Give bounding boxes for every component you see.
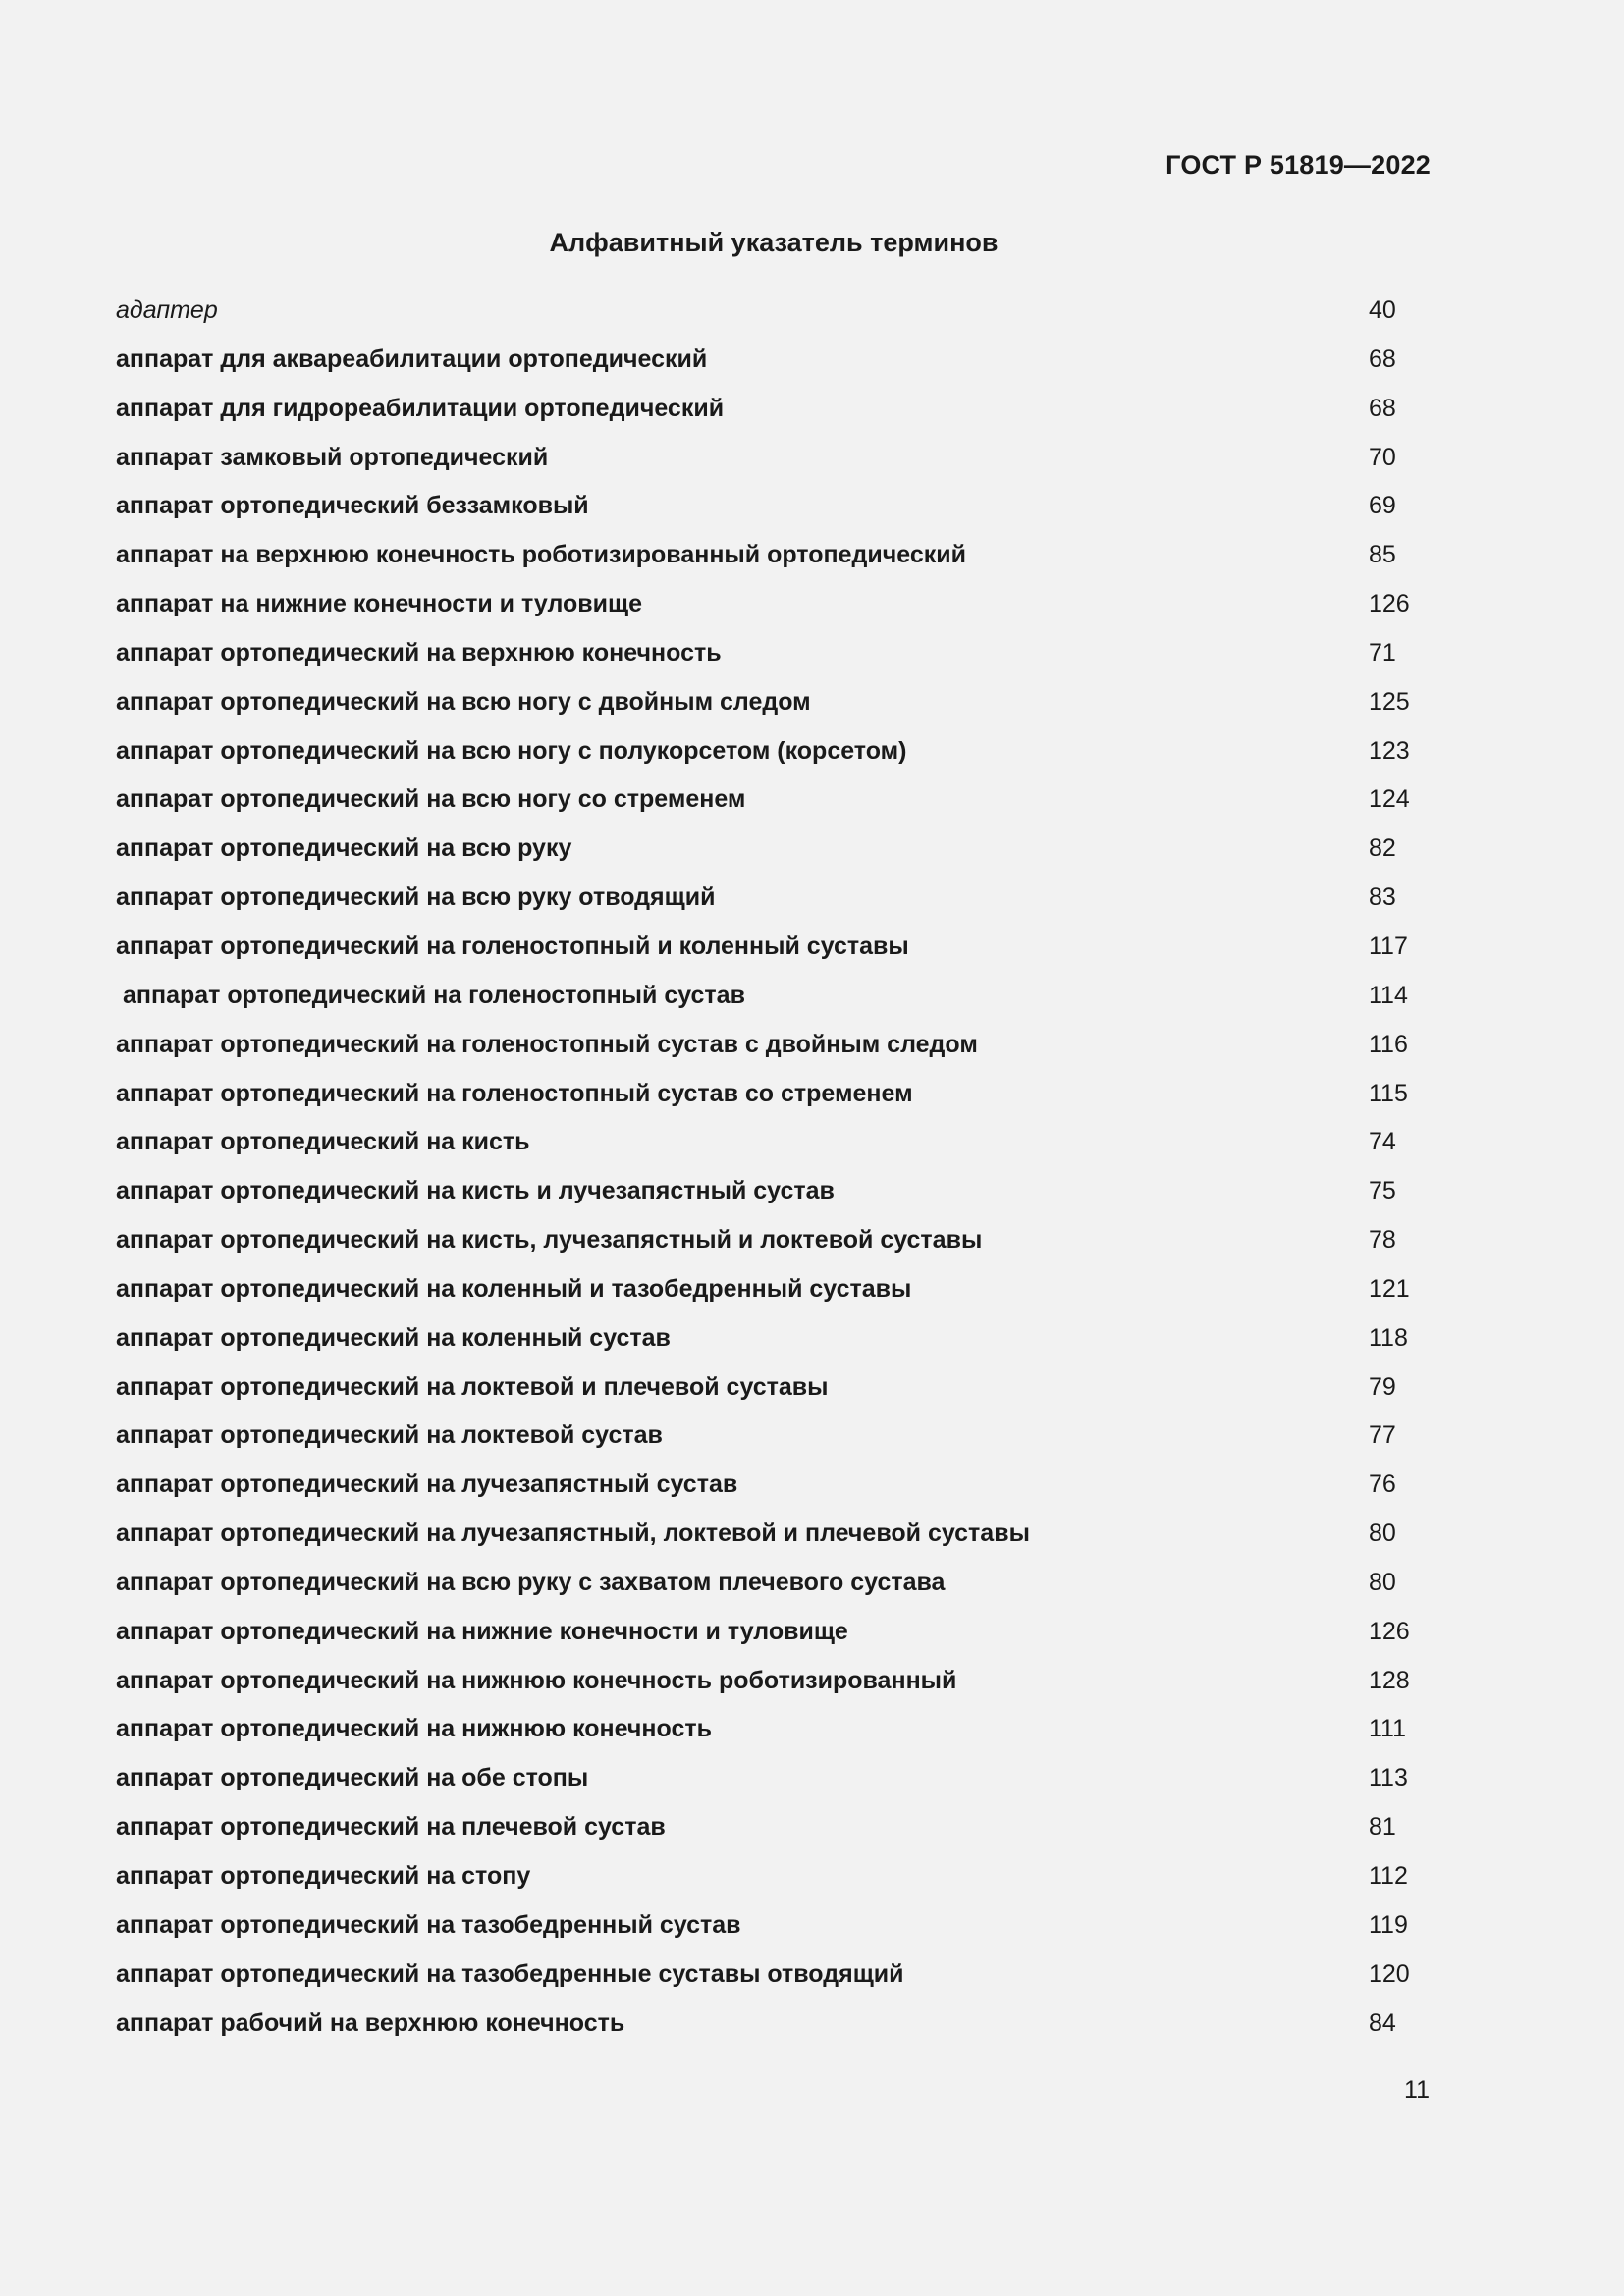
- index-page-ref: 119: [1369, 1910, 1408, 1939]
- index-entry: [116, 1171, 1432, 1220]
- index-entry: [116, 927, 1432, 976]
- index-entry: [116, 535, 1432, 584]
- index-page-ref: 75: [1369, 1177, 1396, 1205]
- index-entry: [116, 2003, 1432, 2053]
- index-page-ref: 82: [1369, 834, 1396, 863]
- index-term: аппарат ортопедический на голеностопный сустав: [123, 981, 745, 1009]
- index-term: аппарат ортопедический на тазобедренный сустав: [116, 1910, 741, 1939]
- index-page-ref: 124: [1369, 785, 1410, 814]
- index-page-ref: 118: [1369, 1323, 1408, 1352]
- term-index-list: [116, 291, 1432, 2052]
- index-page-ref: 114: [1369, 981, 1408, 1009]
- index-page-ref: 80: [1369, 1568, 1396, 1596]
- index-entry: [116, 1954, 1432, 2003]
- index-entry: [116, 291, 1432, 340]
- index-term: аппарат ортопедический на обе стопы: [116, 1764, 589, 1792]
- index-entry: [116, 1905, 1432, 1954]
- index-entry: [116, 1661, 1432, 1710]
- index-page-ref: 128: [1369, 1666, 1410, 1694]
- index-page-ref: 74: [1369, 1128, 1396, 1156]
- index-term: аппарат ортопедический на голеностопный сустав с двойным следом: [116, 1030, 978, 1058]
- index-term: аппарат ортопедический на коленный сустав: [116, 1323, 671, 1352]
- index-page-ref: 117: [1369, 932, 1408, 960]
- index-page-ref: 111: [1369, 1715, 1407, 1743]
- index-page-ref: 123: [1369, 736, 1410, 765]
- document-code: ГОСТ Р 51819—2022: [1165, 150, 1431, 180]
- index-term: аппарат ортопедический на кисть, лучезапястный и локтевой суставы: [116, 1226, 983, 1255]
- index-term: аппарат ортопедический на всю ногу с полукорсетом (корсетом): [116, 736, 907, 765]
- index-term: аппарат ортопедический на всю ногу со стременем: [116, 785, 746, 814]
- index-entry: [116, 1367, 1432, 1416]
- index-term: аппарат для аквареабилитации ортопедический: [116, 345, 708, 373]
- index-page-ref: 78: [1369, 1226, 1396, 1255]
- index-term: аппарат ортопедический на кисть: [116, 1128, 530, 1156]
- index-term: аппарат рабочий на верхнюю конечность: [116, 2008, 625, 2037]
- page-title: Алфавитный указатель терминов: [549, 228, 999, 257]
- index-page-ref: 80: [1369, 1520, 1396, 1548]
- index-term: аппарат ортопедический на кисть и лучезапястный сустав: [116, 1177, 835, 1205]
- index-entry: [116, 976, 1432, 1025]
- index-term: аппарат ортопедический на верхнюю конечность: [116, 638, 722, 667]
- index-term: аппарат ортопедический на всю ногу с двойным следом: [116, 687, 811, 716]
- index-entry: [116, 1709, 1432, 1758]
- index-term: аппарат ортопедический на локтевой сустав: [116, 1421, 663, 1450]
- index-term: аппарат ортопедический на стопу: [116, 1862, 531, 1890]
- index-term: аппарат ортопедический на всю руку отводящий: [116, 883, 716, 912]
- index-term: аппарат ортопедический на локтевой и плечевой суставы: [116, 1372, 829, 1401]
- index-term: аппарат ортопедический на нижнюю конечность роботизированный: [116, 1666, 957, 1694]
- index-term: аппарат ортопедический на лучезапястный сустав: [116, 1470, 738, 1499]
- index-page-ref: 120: [1369, 1959, 1410, 1988]
- index-entry: [116, 1074, 1432, 1123]
- index-page-ref: 84: [1369, 2008, 1396, 2037]
- index-term: аппарат для гидрореабилитации ортопедический: [116, 394, 725, 422]
- index-entry: [116, 1612, 1432, 1661]
- index-page-ref: 125: [1369, 687, 1410, 716]
- index-term: аппарат ортопедический на коленный и тазобедренный суставы: [116, 1274, 912, 1303]
- index-page-ref: 113: [1369, 1764, 1408, 1792]
- index-entry: [116, 1758, 1432, 1807]
- index-page-ref: 40: [1369, 296, 1396, 324]
- index-page-ref: 121: [1369, 1274, 1410, 1303]
- index-term: аппарат ортопедический на всю руку: [116, 834, 572, 863]
- index-term: аппарат ортопедический на голеностопный сустав со стременем: [116, 1079, 913, 1107]
- index-page-ref: 77: [1369, 1421, 1396, 1450]
- index-page-ref: 116: [1369, 1030, 1408, 1058]
- index-page-ref: 68: [1369, 345, 1396, 373]
- index-entry: [116, 1122, 1432, 1171]
- index-entry: [116, 878, 1432, 927]
- index-term: аппарат ортопедический на лучезапястный, локтевой и плечевой суставы: [116, 1520, 1030, 1548]
- index-entry: [116, 731, 1432, 780]
- index-entry: [116, 1807, 1432, 1856]
- index-entry: [116, 486, 1432, 535]
- index-term: аппарат ортопедический на нижнюю конечность: [116, 1715, 712, 1743]
- index-entry: [116, 1465, 1432, 1514]
- index-page-ref: 83: [1369, 883, 1396, 912]
- index-page-ref: 76: [1369, 1470, 1396, 1499]
- index-entry: [116, 340, 1432, 389]
- page-number: 11: [1404, 2076, 1430, 2104]
- index-entry: [116, 1025, 1432, 1074]
- index-page-ref: 126: [1369, 590, 1410, 618]
- index-entry: [116, 1269, 1432, 1318]
- index-entry: [116, 438, 1432, 487]
- index-page-ref: 71: [1369, 638, 1396, 667]
- index-entry: [116, 1415, 1432, 1465]
- index-entry: [116, 1856, 1432, 1905]
- index-entry: [116, 1318, 1432, 1367]
- index-page-ref: 85: [1369, 541, 1396, 569]
- index-term: аппарат на нижние конечности и туловище: [116, 590, 642, 618]
- index-term: адаптер: [116, 296, 218, 324]
- index-term: аппарат ортопедический на нижние конечности и туловище: [116, 1617, 848, 1645]
- index-entry: [116, 1563, 1432, 1612]
- index-term: аппарат ортопедический на плечевой сустав: [116, 1813, 666, 1842]
- index-entry: [116, 682, 1432, 731]
- index-term: аппарат ортопедический беззамковый: [116, 492, 589, 520]
- index-term: аппарат ортопедический на тазобедренные суставы отводящий: [116, 1959, 904, 1988]
- index-page-ref: 70: [1369, 443, 1396, 471]
- index-page-ref: 112: [1369, 1862, 1408, 1890]
- index-term: аппарат ортопедический на всю руку с захватом плечевого сустава: [116, 1568, 946, 1596]
- index-entry: [116, 1514, 1432, 1563]
- index-page-ref: 126: [1369, 1617, 1410, 1645]
- index-entry: [116, 584, 1432, 633]
- index-term: аппарат ортопедический на голеностопный и коленный суставы: [116, 932, 909, 960]
- index-entry: [116, 633, 1432, 682]
- index-entry: [116, 779, 1432, 828]
- index-page-ref: 68: [1369, 394, 1396, 422]
- index-page-ref: 115: [1369, 1079, 1408, 1107]
- index-page-ref: 81: [1369, 1813, 1396, 1842]
- index-page-ref: 79: [1369, 1372, 1396, 1401]
- index-page-ref: 69: [1369, 492, 1396, 520]
- index-entry: [116, 828, 1432, 878]
- index-term: аппарат замковый ортопедический: [116, 443, 549, 471]
- index-entry: [116, 1220, 1432, 1269]
- index-term: аппарат на верхнюю конечность роботизированный ортопедический: [116, 541, 966, 569]
- index-entry: [116, 389, 1432, 438]
